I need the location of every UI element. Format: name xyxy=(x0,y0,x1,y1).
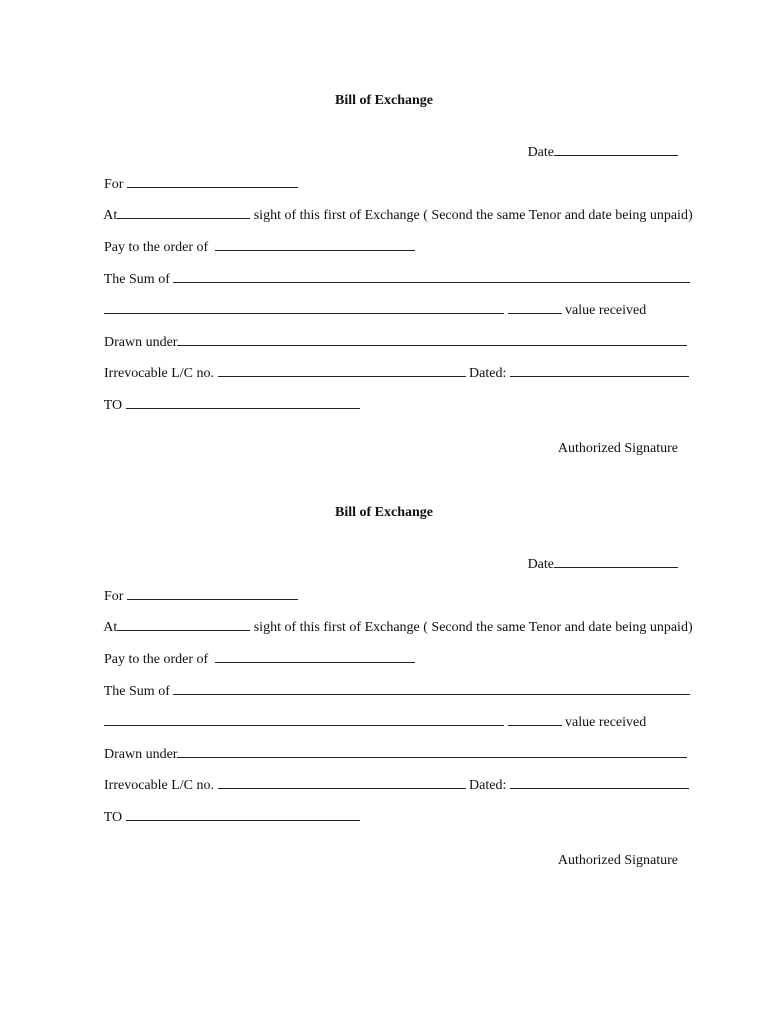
sight-text: sight of this first of Exchange ( Second the same Tenor and date being unpaid) xyxy=(253,620,693,635)
form-title: Bill of Exchange xyxy=(334,93,433,108)
to-label: TO xyxy=(103,398,123,413)
sum-field[interactable] xyxy=(173,681,690,695)
at-field[interactable] xyxy=(117,205,250,219)
drawn-under-label: Drawn under xyxy=(104,335,178,350)
for-field[interactable] xyxy=(127,586,298,600)
to-row xyxy=(90,789,360,845)
sum-label: The Sum of xyxy=(103,684,170,699)
lc-label: Irrevocable L/C no. xyxy=(104,778,215,793)
sum-field[interactable] xyxy=(173,269,690,283)
for-label: For xyxy=(104,177,124,192)
bill-of-exchange-form-1 xyxy=(0,0,768,456)
bill-of-exchange-form-2 xyxy=(0,412,768,868)
dated-field[interactable] xyxy=(510,775,689,789)
at-label: At xyxy=(103,208,118,223)
dated-label: Dated: xyxy=(469,366,507,381)
date-label: Date xyxy=(527,145,554,160)
lc-number-field[interactable] xyxy=(218,775,466,789)
authorized-signature: Authorized Signature xyxy=(557,441,678,456)
date-row xyxy=(514,536,678,592)
dated-label: Dated: xyxy=(469,778,507,793)
to-field[interactable] xyxy=(126,807,360,821)
pay-field[interactable] xyxy=(215,237,415,251)
pay-label: Pay to the order of xyxy=(104,240,209,255)
drawn-under-label: Drawn under xyxy=(104,747,178,762)
sum-continued-field[interactable] xyxy=(104,712,504,726)
form-title: Bill of Exchange xyxy=(334,505,433,520)
sum-label: The Sum of xyxy=(103,272,170,287)
value-received-label: value received xyxy=(565,303,647,318)
drawn-under-field[interactable] xyxy=(177,332,687,346)
dated-field[interactable] xyxy=(510,363,689,377)
at-field[interactable] xyxy=(117,617,250,631)
authorized-signature: Authorized Signature xyxy=(557,853,678,868)
at-label: At xyxy=(103,620,118,635)
sight-text: sight of this first of Exchange ( Second the same Tenor and date being unpaid) xyxy=(253,208,693,223)
date-row xyxy=(514,124,678,180)
to-field[interactable] xyxy=(126,395,360,409)
lc-label: Irrevocable L/C no. xyxy=(104,366,215,381)
to-label: TO xyxy=(103,810,123,825)
for-field[interactable] xyxy=(127,174,298,188)
pay-field[interactable] xyxy=(215,649,415,663)
date-field[interactable] xyxy=(554,142,678,156)
for-label: For xyxy=(104,589,124,604)
date-field[interactable] xyxy=(554,554,678,568)
value-field[interactable] xyxy=(508,712,562,726)
pay-label: Pay to the order of xyxy=(104,652,209,667)
drawn-under-field[interactable] xyxy=(177,744,687,758)
sum-continued-field[interactable] xyxy=(104,300,504,314)
date-label: Date xyxy=(527,557,554,572)
lc-number-field[interactable] xyxy=(218,363,466,377)
value-field[interactable] xyxy=(508,300,562,314)
value-received-label: value received xyxy=(565,715,647,730)
